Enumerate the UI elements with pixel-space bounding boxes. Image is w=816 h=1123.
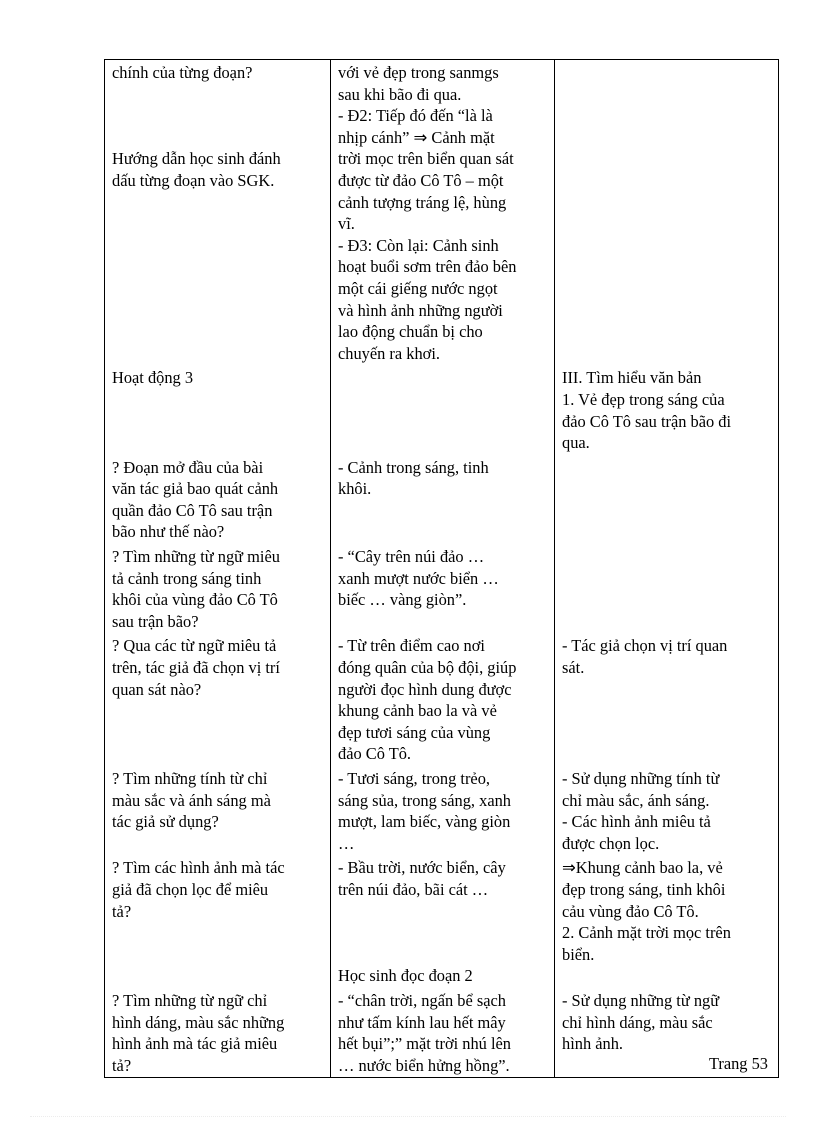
cell-text-line: người đọc hình dung được xyxy=(338,679,512,699)
table-row xyxy=(105,633,779,766)
teacher-activity-cell xyxy=(105,455,331,544)
cell-text-line: - Sử dụng những tính từ xyxy=(562,769,720,788)
cell-text-line: hoạt buổi sơm trên đảo bên xyxy=(338,257,517,277)
cell-text-line: chỉ hình dáng, màu sắc xyxy=(562,1012,713,1032)
cell-text-line: trời mọc trên biển quan sát xyxy=(338,149,514,169)
cell-text-line: đẹp tươi sáng của vùng xyxy=(338,722,491,742)
student-activity-cell xyxy=(331,855,555,988)
cell-text-line: khôi của vùng đảo Cô Tô xyxy=(112,590,278,610)
teacher-activity-cell xyxy=(105,988,331,1078)
cell-text-line: sau trận bão? xyxy=(112,611,199,631)
cell-text-line xyxy=(112,84,324,106)
cell-text-line: - Đ2: Tiếp đó đến “là là xyxy=(338,106,493,126)
student-activity-cell xyxy=(331,365,555,454)
page-edge-divider xyxy=(30,1116,786,1117)
cell-text-line: qua. xyxy=(562,433,590,453)
cell-text-line xyxy=(338,944,548,966)
cell-text-line: mượt, lam biếc, vàng giòn xyxy=(338,812,511,832)
table-row xyxy=(105,988,779,1078)
cell-text-line: đẹp trong sáng, tinh khôi xyxy=(562,879,726,899)
cell-text-line: sáng sủa, trong sáng, xanh xyxy=(338,790,511,810)
teacher-activity-cell xyxy=(105,365,331,454)
cell-text-line: đảo Cô Tô sau trận bão đi xyxy=(562,411,732,431)
cell-text-line: trên, tác giả đã chọn vị trí xyxy=(112,658,280,678)
cell-text-line: một cái giếng nước ngọt xyxy=(338,278,498,298)
content-cell xyxy=(555,855,779,988)
cell-text-line: quan sát nào? xyxy=(112,679,202,699)
cell-text-line: biếc … vàng giòn”. xyxy=(338,590,467,610)
cell-text-line: nhịp cánh” ⇒ Cảnh mặt xyxy=(338,127,495,147)
cell-text-line: với vẻ đẹp trong sanmgs xyxy=(338,63,499,82)
cell-text-line: đóng quân của bộ đội, giúp xyxy=(338,658,517,678)
cell-text-line: 1. Vẻ đẹp trong sáng của xyxy=(562,389,725,409)
cell-text-line: sát. xyxy=(562,658,585,678)
cell-text-line: tả cảnh trong sáng tinh xyxy=(112,568,262,588)
teacher-activity-cell xyxy=(105,855,331,988)
cell-text-line: văn tác giả bao quát cảnh xyxy=(112,479,279,499)
cell-text-line: … xyxy=(338,833,355,853)
cell-text-line: Hoạt động 3 xyxy=(112,368,194,388)
page-number: Trang 53 xyxy=(708,1054,768,1073)
student-activity-cell xyxy=(331,633,555,766)
cell-text-line: ⇒Khung cảnh bao la, vẻ xyxy=(562,858,723,878)
cell-text-line: hình ảnh mà tác giả miêu xyxy=(112,1034,278,1054)
cell-text-line: 2. Cảnh mặt trời mọc trên xyxy=(562,923,731,943)
cell-text-line: - Tác giả chọn vị trí quan xyxy=(562,636,728,656)
cell-text-line: quần đảo Cô Tô sau trận xyxy=(112,500,273,520)
content-cell xyxy=(555,60,779,366)
cell-text-line: dấu từng đoạn vào SGK. xyxy=(112,170,275,190)
cell-text-line: khôi. xyxy=(338,479,372,499)
cell-text-line: đảo Cô Tô. xyxy=(338,744,411,764)
cell-text-line: được từ đảo Cô Tô – một xyxy=(338,170,504,190)
teacher-activity-cell xyxy=(105,544,331,633)
teacher-activity-cell xyxy=(105,60,331,366)
cell-text-line: biển. xyxy=(562,944,595,964)
cell-text-line: - Cảnh trong sáng, tinh xyxy=(338,457,489,477)
cell-text-line: cảnh tượng tráng lệ, hùng xyxy=(338,192,507,212)
cell-text-line: - Các hình ảnh miêu tả xyxy=(562,812,711,832)
content-cell xyxy=(555,633,779,766)
cell-text-line: xanh mượt nước biển … xyxy=(338,568,499,588)
cell-text-line: - Đ3: Còn lại: Cảnh sinh xyxy=(338,235,499,255)
cell-text-line: và hình ảnh những người xyxy=(338,300,503,320)
cell-text-line: Học sinh đọc đoạn 2 xyxy=(338,966,473,986)
table-row xyxy=(105,766,779,855)
content-cell xyxy=(555,544,779,633)
cell-text-line: như tấm kính lau hết mây xyxy=(338,1012,506,1032)
cell-text-line: tả? xyxy=(112,901,132,921)
cell-text-line: - Bầu trời, nước biển, cây xyxy=(338,858,506,878)
cell-text-line: sau khi bão đi qua. xyxy=(338,84,462,104)
student-activity-cell xyxy=(331,544,555,633)
cell-text-line: - Từ trên điểm cao nơi xyxy=(338,636,485,656)
student-activity-cell xyxy=(331,455,555,544)
cell-text-line: chỉ màu sắc, ánh sáng. xyxy=(562,790,710,810)
table-row xyxy=(105,855,779,988)
table-row xyxy=(105,544,779,633)
cell-text-line: - “chân trời, ngấn bể sạch xyxy=(338,990,506,1010)
cell-text-line xyxy=(338,922,548,944)
cell-text-line: Hướng dẫn học sinh đánh xyxy=(112,149,281,169)
cell-text-line: giả đã chọn lọc để miêu xyxy=(112,879,269,899)
cell-text-line: - “Cây trên núi đảo … xyxy=(338,547,485,567)
cell-text-line: màu sắc và ánh sáng mà xyxy=(112,790,271,810)
cell-text-line: ? Tìm những từ ngữ miêu xyxy=(112,547,280,567)
content-cell xyxy=(555,455,779,544)
cell-text-line: lao động chuẩn bị cho xyxy=(338,322,483,342)
cell-text-line: hình ảnh. xyxy=(562,1034,624,1054)
cell-text-line: cảu vùng đảo Cô Tô. xyxy=(562,901,699,921)
cell-text-line: - Tươi sáng, trong trẻo, xyxy=(338,769,490,788)
cell-text-line: ? Tìm những từ ngữ chỉ xyxy=(112,990,268,1010)
teacher-activity-cell xyxy=(105,633,331,766)
cell-text-line: trên núi đảo, bãi cát … xyxy=(338,879,489,899)
content-cell xyxy=(555,365,779,454)
cell-text-line xyxy=(338,901,548,923)
cell-text-line: III. Tìm hiểu văn bản xyxy=(562,368,702,388)
cell-text-line: tác giả sử dụng? xyxy=(112,812,219,832)
cell-text-line: ? Tìm những tính từ chỉ xyxy=(112,769,268,788)
cell-text-line: ? Qua các từ ngữ miêu tả xyxy=(112,636,277,656)
cell-text-line: … nước biển hửng hồng”. xyxy=(338,1055,510,1075)
content-cell xyxy=(555,766,779,855)
teacher-activity-cell xyxy=(105,766,331,855)
table-row xyxy=(105,60,779,366)
student-activity-cell xyxy=(331,988,555,1078)
student-activity-cell xyxy=(331,766,555,855)
cell-text-line: được chọn lọc. xyxy=(562,833,660,853)
cell-text-line: - Sử dụng những từ ngữ xyxy=(562,990,720,1010)
cell-text-line: ? Đoạn mở đầu của bài xyxy=(112,457,264,477)
student-activity-cell xyxy=(331,60,555,366)
cell-text-line: chính của từng đoạn? xyxy=(112,63,253,82)
cell-text-line: hết bụi”;” mặt trời nhú lên xyxy=(338,1034,511,1054)
cell-text-line: khung cảnh bao la và vẻ xyxy=(338,701,497,721)
cell-text-line: ? Tìm các hình ảnh mà tác xyxy=(112,858,285,878)
cell-text-line: vĩ. xyxy=(338,214,355,234)
cell-text-line: tả? xyxy=(112,1055,132,1075)
cell-text-line: chuyến ra khơi. xyxy=(338,343,440,363)
lesson-table-body xyxy=(105,60,779,1078)
cell-text-line xyxy=(112,127,324,149)
table-row xyxy=(105,365,779,454)
table-row xyxy=(105,455,779,544)
lesson-table xyxy=(104,59,779,1078)
cell-text-line: bão như thế nào? xyxy=(112,522,225,542)
cell-text-line xyxy=(112,105,324,127)
cell-text-line: hình dáng, màu sắc những xyxy=(112,1012,285,1032)
